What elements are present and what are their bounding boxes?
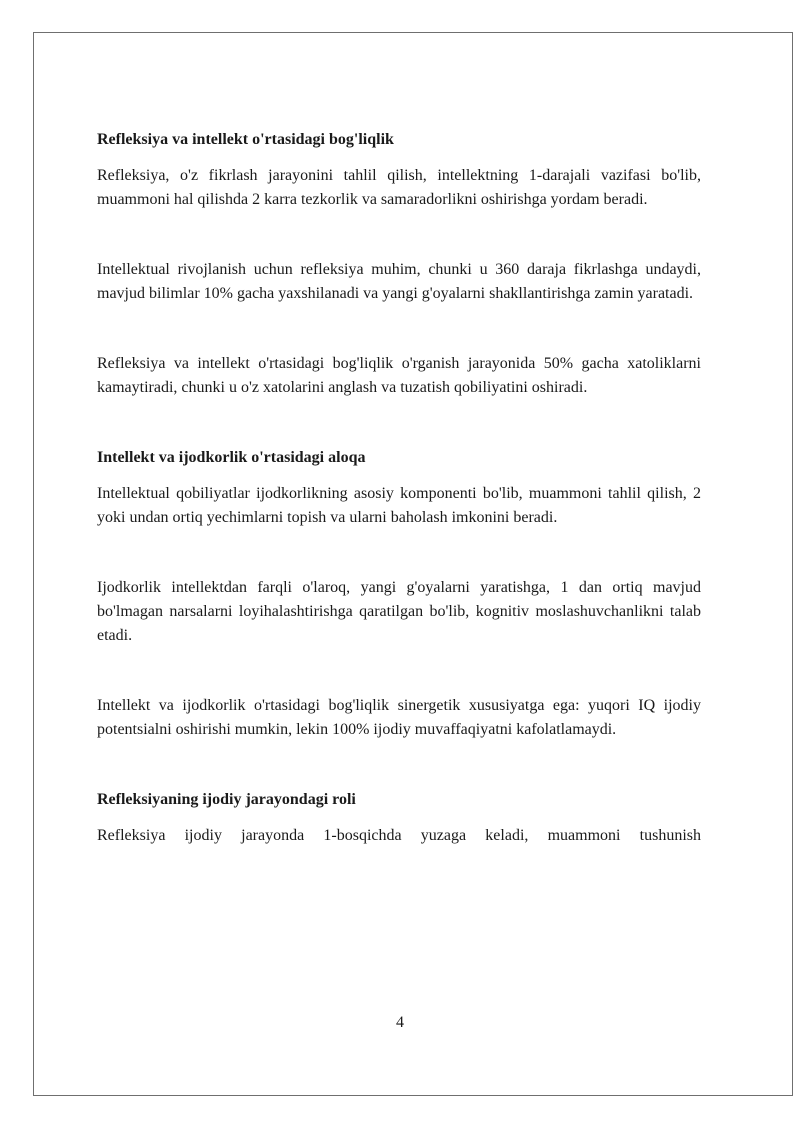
page-number: 4 [396, 1014, 404, 1031]
section-heading: Refleksiya va intellekt o'rtasidagi bog'liqlik [97, 131, 394, 148]
section-heading: Refleksiyaning ijodiy jarayondagi roli [97, 791, 356, 808]
document-content [97, 128, 701, 848]
paragraph: Refleksiya ijodiy jarayonda 1-bosqichda yuzaga keladi, muammoni tushunish [97, 827, 701, 844]
paragraph: Intellektual qobiliyatlar ijodkorlikning asosiy komponenti bo'lib, muammoni tahlil qilish, 2 yoki undan ortiq yechimlarni topish va ularni baholash imkonini beradi. [97, 485, 701, 526]
paragraph: Intellektual rivojlanish uchun refleksiya muhim, chunki u 360 daraja fikrlashga undaydi, mavjud bilimlar 10% gacha yaxshilanadi va yangi g'oyalarni shakllantirishga zamin yaratadi. [97, 261, 701, 302]
paragraph: Ijodkorlik intellektdan farqli o'laroq, yangi g'oyalarni yaratishga, 1 dan ortiq mavjud bo'lmagan narsalarni loyihalashtirishga qaratilgan bo'lib, kognitiv moslashuvchanlikni talab etadi. [97, 579, 701, 644]
paragraph: Refleksiya va intellekt o'rtasidagi bog'liqlik o'rganish jarayonida 50% gacha xatoliklarni kamaytiradi, chunki u o'z xatolarini anglash va tuzatish qobiliyatini oshiradi. [97, 355, 701, 396]
paragraph: Intellekt va ijodkorlik o'rtasidagi bog'liqlik sinergetik xususiyatga ega: yuqori IQ ijodiy potentsialni oshirishi mumkin, lekin 100% ijodiy muvaffaqiyatni kafolatlamaydi. [97, 697, 701, 738]
paragraph: Refleksiya, o'z fikrlash jarayonini tahlil qilish, intellektning 1-darajali vazifasi bo'lib, muammoni hal qilishda 2 karra tezkorlik va samaradorlikni oshirishga yordam beradi. [97, 167, 701, 208]
section-heading: Intellekt va ijodkorlik o'rtasidagi aloqa [97, 449, 366, 466]
